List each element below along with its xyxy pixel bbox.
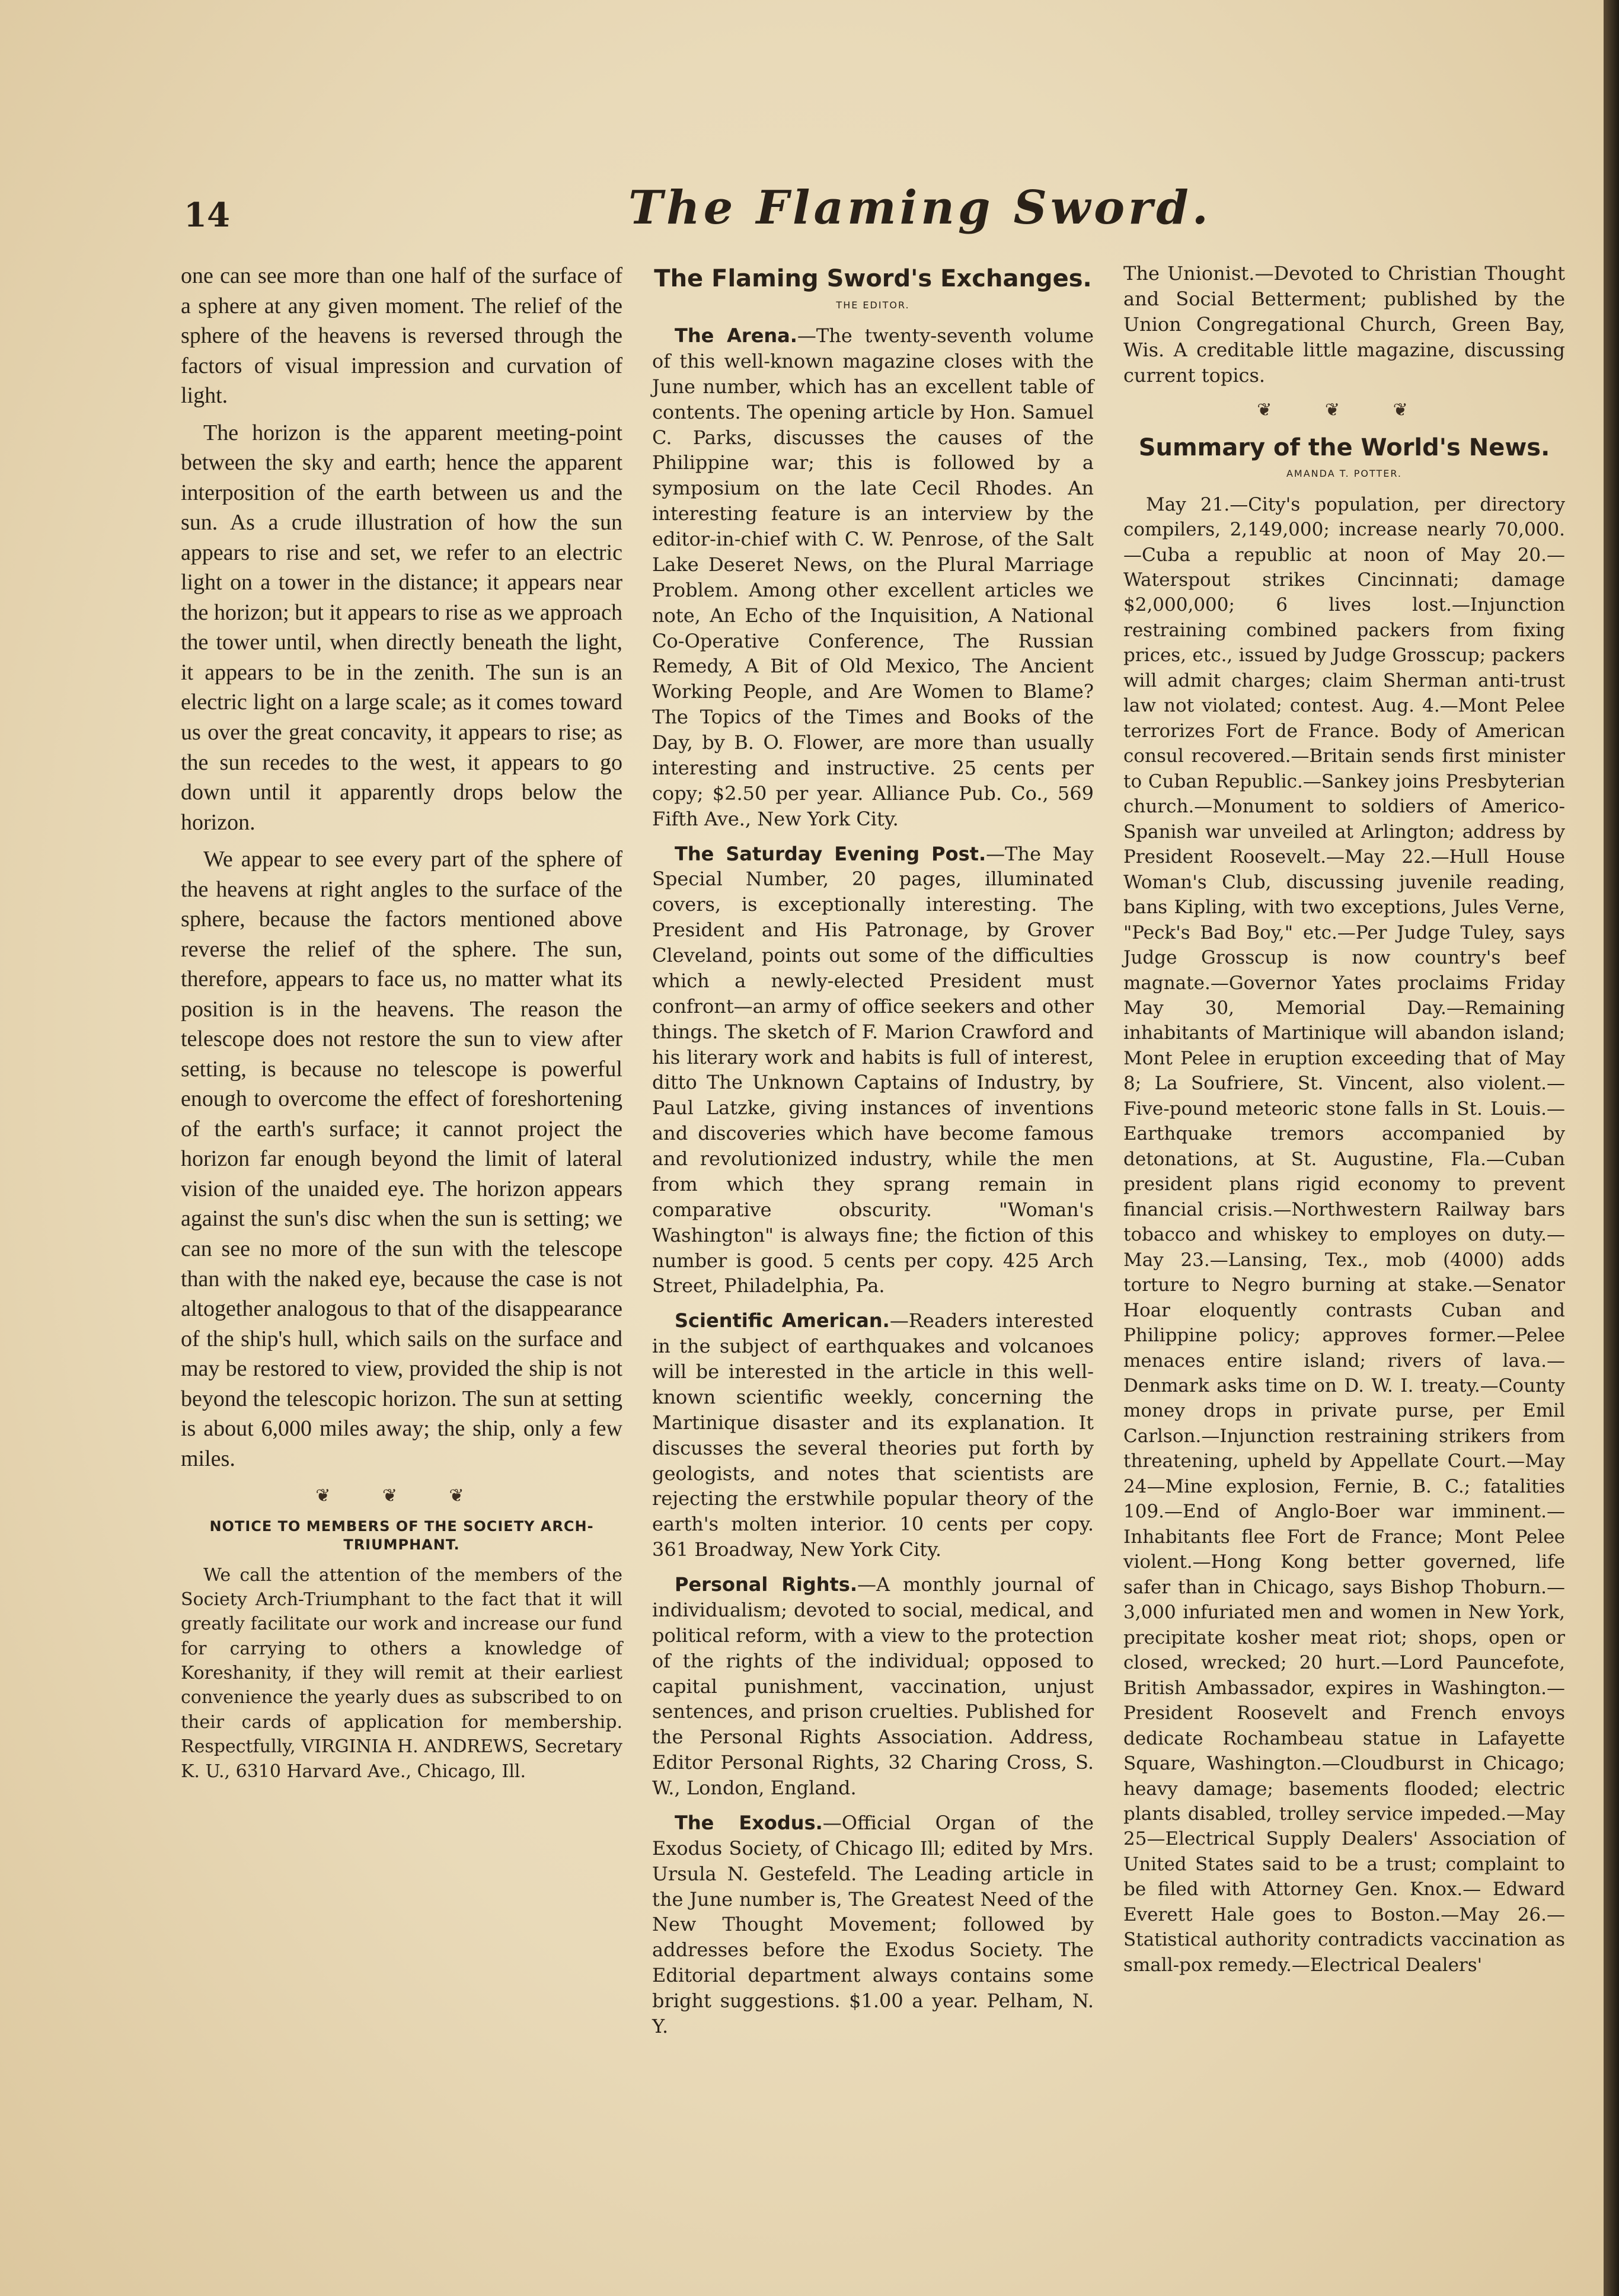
exchange-entry xyxy=(652,1308,1094,1562)
world-news-byline: AMANDA T. POTTER. xyxy=(1286,468,1403,480)
column-1-paragraph: The horizon is the apparent meeting-point between the sky and earth; hence the apparent interposition of the earth between us and the sun. As a crude illustration of how the sun appears to rise and set, we refer to an electric light on a tower in the distance; it appears near the horizon; but it appears to rise as we approach the tower until, when directly beneath the light, it appears to be in the zenith. The sun is an electric light on a large scale; as it comes toward us over the great concavity, it appears to rise; as the sun recedes to the west, it appears to go down until it apparently drops below the horizon. xyxy=(181,420,622,835)
ornament-divider: ❦ ❦ ❦ xyxy=(315,1486,488,1506)
page-binding-edge xyxy=(1604,0,1619,2296)
exchange-entry-title: Personal Rights. xyxy=(675,1573,857,1596)
exchange-entry xyxy=(652,1572,1094,1801)
unionist-entry: The Unionist.—Devoted to Christian Thought and Social Betterment; published by the Union Congregational Church, Green Bay, Wis. A creditable little magazine, discussing current topics. xyxy=(1123,262,1565,387)
ornament-divider: ❦ ❦ ❦ xyxy=(1257,400,1432,421)
exchange-entry xyxy=(652,841,1094,1299)
exchange-entry-text: —Official Organ of the Exodus Society, of Chicago Ill; edited by Mrs. Ursula N. Gestefeld. The Leading article in the June number is, The Greatest Need of the New Thought Movement; followed by addresses before the Exodus Society. The Editorial department always contains some bright suggestions. $1.00 a year. Pelham, N. Y. xyxy=(652,1811,1094,2037)
notice-body xyxy=(181,1563,622,1784)
exchange-entry-text: —Readers interested in the subject of earthquakes and volcanoes will be interested in the article in this well-known scientific weekly, concerning the Martinique disaster and its explanation. It discusses the several theories put forth by geologists, and notes that scientists are rejecting the erstwhile popular theory of the earth's molten interior. 10 cents per copy. 361 Broadway, New York City. xyxy=(652,1309,1094,1561)
column-1-paragraph: We appear to see every part of the sphere of the heavens at right angles to the surface of the sphere, because the factors mentioned above reverse the relief of the sphere. The sun, therefore, appears to face us, no matter what its position is in the heavens. The reason the telescope does not restore the sun to view after setting, is because no telescope is powerful enough to overcome the effect of foreshortening of the earth's surface; it cannot project the horizon far enough beyond the limit of lateral vision of the unaided eye. The horizon appears against the sun's disc when the sun is setting; we can see no more of the sun with the telescope than with the naked eye, because the case is not altogether analogous to that of the disappearance of the ship's hull, which sails on the surface and may be restored to view, provided the ship is not beyond the telescopic horizon. The sun at setting is about 6,000 miles away; the ship, only a few miles. xyxy=(181,847,622,1471)
exchange-entry-text: —A monthly journal of individualism; devoted to social, medical, and political reform, with a view to the protection of the rights of the individual; opposed to capital punishment, vaccination, unjust sentences, and prison cruelties. Published for the Personal Rights Association. Address, Editor Personal Rights, 32 Charing Cross, S. W., London, England. xyxy=(652,1573,1094,1800)
notice-text: We call the attention of the members of the Society Arch-Triumphant to the fact that it will greatly facilitate our work and increase our fund for carrying to others a knowledge of Koreshanity, if they will remit at their earliest convenience the yearly dues as subscribed to on their cards of application for membership. Respectfully, VIRGINIA H. ANDREWS, Secretary K. U., 6310 Harvard Ave., Chicago, Ill. xyxy=(181,1564,622,1782)
exchange-entry xyxy=(652,323,1094,832)
exchange-entry-text: —The May Special Number, 20 pages, illuminated covers, is exceptionally interesting. The President and His Patronage, by Grover Cleveland, points out some of the difficulties which a newly-elected President must confront—an army of office seekers and other things. The sketch of F. Marion Crawford and his literary work and habits is full of interest, ditto The Unknown Captains of Industry, by Paul Latzke, giving instances of inventions and discoveries which have become famous and revolutionized industry, while the men from which they sprang remain in comparative obscurity. "Woman's Washington" is always fine; the fiction of this number is good. 5 cents per copy. 425 Arch Street, Philadelphia, Pa. xyxy=(652,842,1094,1297)
world-news-heading: Summary of the World's News. xyxy=(1138,433,1550,461)
exchanges-byline: THE EDITOR. xyxy=(836,299,910,311)
column-2 xyxy=(652,261,1094,2049)
world-news-text: May 21.—City's population, per directory compilers, 2,149,000; increase nearly 70,000.—Cuba a republic at noon of May 20.—Waterspout strikes Cincinnati; damage $2,000,000; 6 lives lost.—Injunction restraining combined packers from fixing prices, etc., issued by Judge Grosscup; packers will admit charges; claim Sherman anti-trust law not violated; contest. Aug. 4.—Mont Pelee terrorizes Fort de France. Body of American consul recovered.—Britain sends first minister to Cuban Republic.—Sankey joins Presbyterian church.—Monument to soldiers of Americo-Spanish war unveiled at Arlington; address by President Roosevelt.—May 22.—Hull House Woman's Club, discussing juvenile reading, bans Kipling, with two exceptions, Jules Verne, "Peck's Bad Boy," etc.—Per Judge Tuley, says Judge Grosscup is now country's beef magnate.—Governor Yates proclaims Friday May 30, Memorial Day.—Remaining inhabitants of Martinique will abandon island; Mont Pelee in eruption exceeding that of May 8; La Soufriere, St. Vincent, also violent.—Five-pound meteoric stone falls in St. Louis.—Earthquake tremors accompanied by detonations, at St. Augustine, Fla.—Cuban president plans rigid economy to prevent financial crisis.—Northwestern Railway bars tobacco and whiskey to employes on duty.—May 23.—Lansing, Tex., mob (4000) adds torture to Negro burning at stake.—Senator Hoar eloquently contrasts Cuban and Philippine policy; approves former.—Pelee menaces entire island; rivers of lava.—Denmark asks time on D. W. I. treaty.—County money drops in private purse, per Emil Carlson.—Injunction restraining strikers from threatening, upheld by Appellate Court.—May 24—Mine explosion, Fernie, B. C.; fatalities 109.—End of Anglo-Boer war imminent.—Inhabitants flee Fort de France; Mont Pelee violent.—Hong Kong better governed, life safer than in Chicago, says Bishop Thoburn.—3,000 infuriated men and women in New York, precipitate kosher meat riot; shops, open or closed, wrecked; 20 hurt.—Lord Pauncefote, British Ambassador, expires in Washington.—President Roosevelt and French envoys dedicate Rochambeau statue in Lafayette Square, Washington.—Cloudburst in Chicago; heavy damage; basements flooded; electric plants disabled, trolley service impeded.—May 25—Electrical Supply Dealers' Association of United States said to be a trust; complaint to be filed with Attorney Gen. Knox.— Edward Everett Hale goes to Boston.—May 26.—Statistical authority contradicts vaccination as small-pox remedy.—Electrical Dealers' xyxy=(1123,493,1565,1976)
exchange-entry xyxy=(652,1810,1094,2039)
notice-heading: NOTICE TO MEMBERS OF THE SOCIETY ARCH-TRIUMPHANT. xyxy=(209,1518,594,1554)
running-title: The Flaming Sword. xyxy=(628,181,1212,235)
exchange-entry-title: The Exodus. xyxy=(675,1811,823,1834)
exchange-entry-title: The Saturday Evening Post. xyxy=(675,842,986,865)
column-3 xyxy=(1123,261,1565,1987)
exchange-entry-title: Scientific American. xyxy=(675,1309,890,1332)
page-number: 14 xyxy=(184,196,230,235)
exchanges-heading: The Flaming Sword's Exchanges. xyxy=(654,265,1092,292)
column-1-paragraph: one can see more than one half of the surface of a sphere at any given moment. The relief of the sphere of the heavens is reversed through the factors of visual impression and curvation of light. xyxy=(181,263,622,409)
column-1 xyxy=(181,261,622,1791)
exchange-entry-text: —The twenty-seventh volume of this well-known magazine closes with the June number, which has an excellent table of contents. The opening article by Hon. Samuel C. Parks, discusses the causes of the Philippine war; this is followed by a symposium on the late Cecil Rhodes. An interesting feature is an interview by the editor-in-chief with C. W. Penrose, of the Salt Lake Deseret News, on the Plural Marriage Problem. Among other excellent articles we note, An Echo of the Inquisition, A National Co-Operative Conference, The Russian Remedy, A Bit of Old Mexico, The Ancient Working People, and Are Women to Blame? The Topics of the Times and Books of the Day, by B. O. Flower, are more than usually interesting and instructive. 25 cents per copy; $2.50 per year. Alliance Pub. Co., 569 Fifth Ave., New York City. xyxy=(652,324,1094,830)
exchange-entry-title: The Arena. xyxy=(675,324,797,347)
